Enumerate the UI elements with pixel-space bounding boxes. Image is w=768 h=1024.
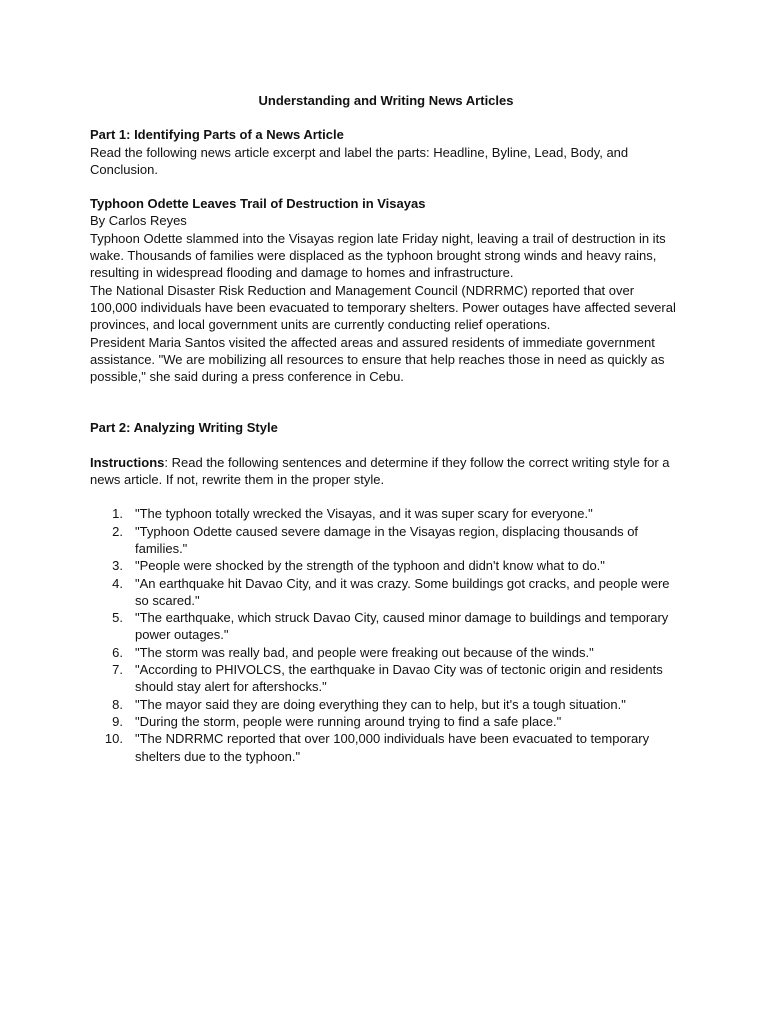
instruction-label: Instructions xyxy=(90,454,165,470)
spacer xyxy=(90,437,682,454)
spacer xyxy=(90,385,682,419)
list-item xyxy=(90,523,682,558)
list-item xyxy=(90,661,682,696)
list-item-number: 10. xyxy=(104,731,123,747)
list-item-number: 2. xyxy=(112,523,123,539)
document-title: Understanding and Writing News Articles xyxy=(258,93,514,108)
article-paragraph-1: Typhoon Odette slammed into the Visayas region late Friday night, leaving a trail of destruction in its wake. Thousands of families were displaced as the typhoon brought strong winds and heavy rains, resulting in widespread flooding and damage to homes and infrastructure. xyxy=(90,230,666,281)
list-item xyxy=(90,696,682,713)
list-item-text: "The mayor said they are doing everything they can to help, but it's a tough situation." xyxy=(135,696,626,712)
part1-heading: Part 1: Identifying Parts of a News Article xyxy=(90,127,344,143)
list-item xyxy=(90,644,682,661)
list-item-number: 1. xyxy=(112,506,123,522)
part2-heading: Part 2: Analyzing Writing Style xyxy=(90,420,278,436)
list-item-number: 7. xyxy=(112,662,123,678)
part2-instruction xyxy=(90,454,682,489)
instruction-text: : Read the following sentences and determine if they follow the correct writing style for a news article. If not, rewrite them in the proper style. xyxy=(90,454,670,488)
list-item-number: 5. xyxy=(112,610,123,626)
article-paragraph-2: The National Disaster Risk Reduction and Management Council (NDRRMC) reported that over 100,000 individuals have been evacuated to temporary shelters. Power outages have affected several provinces, and local government units are currently conducting relief operations. xyxy=(90,282,676,333)
list-item xyxy=(90,505,682,522)
article-paragraph-3: President Maria Santos visited the affected areas and assured residents of immediate government assistance. "We are mobilizing all resources to ensure that help reaches those in need as quickly as possible," she said during a press conference in Cebu. xyxy=(90,334,665,385)
part1-instruction: Read the following news article excerpt and label the parts: Headline, Byline, Lead, Body, and Conclusion. xyxy=(90,144,629,177)
list-item-text: "During the storm, people were running around trying to find a safe place." xyxy=(135,713,562,729)
list-item-text: "According to PHIVOLCS, the earthquake in Davao City was of tectonic origin and residents should stay alert for aftershocks." xyxy=(135,662,663,695)
list-item xyxy=(90,575,682,610)
list-item-text: "The NDRRMC reported that over 100,000 individuals have been evacuated to temporary shelters due to the typhoon." xyxy=(135,731,650,764)
list-item-text: "The earthquake, which struck Davao City, caused minor damage to buildings and temporary power outages." xyxy=(135,610,669,643)
list-item-text: "The storm was really bad, and people were freaking out because of the winds." xyxy=(135,644,594,660)
list-item-text: "The typhoon totally wrecked the Visayas, and it was super scary for everyone." xyxy=(135,506,593,522)
list-item-text: "People were shocked by the strength of the typhoon and didn't know what to do." xyxy=(135,558,605,574)
spacer xyxy=(90,488,682,505)
article-headline: Typhoon Odette Leaves Trail of Destruction in Visayas xyxy=(90,196,426,212)
list-item-number: 3. xyxy=(112,558,123,574)
list-item xyxy=(90,557,682,574)
list-item-number: 4. xyxy=(112,575,123,591)
list-item-text: "An earthquake hit Davao City, and it was crazy. Some buildings got cracks, and people were so scared." xyxy=(135,575,670,608)
list-item xyxy=(90,730,682,765)
list-item-text: "Typhoon Odette caused severe damage in the Visayas region, displacing thousands of families." xyxy=(135,523,639,556)
document-page xyxy=(90,92,682,765)
sentence-list xyxy=(90,505,682,764)
list-item xyxy=(90,713,682,730)
article-byline: By Carlos Reyes xyxy=(90,213,187,229)
list-item-number: 9. xyxy=(112,713,123,729)
spacer xyxy=(90,178,682,195)
list-item-number: 6. xyxy=(112,644,123,660)
list-item-number: 8. xyxy=(112,696,123,712)
list-item xyxy=(90,609,682,644)
